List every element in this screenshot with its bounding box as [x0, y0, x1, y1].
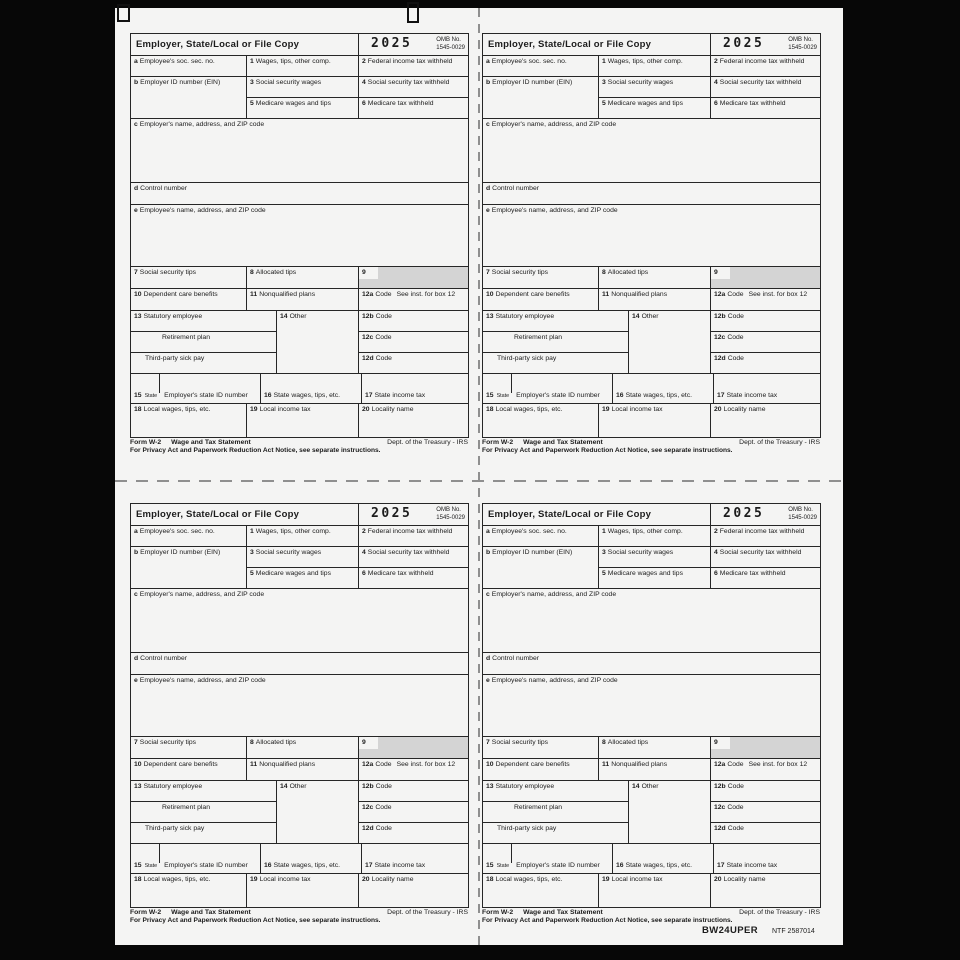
box-9-label-chip: 9: [711, 737, 730, 749]
box-c-employer-address: c Employer's name, address, and ZIP code: [130, 118, 468, 182]
copy-title: [482, 33, 710, 55]
box-10-dependent-care: 10 Dependent care benefits: [482, 758, 598, 780]
treasury-credit: Dept. of the Treasury - IRS: [739, 439, 820, 446]
box-13-statutory-employee: 13 Statutory employee: [130, 310, 276, 331]
w2-form: [130, 503, 468, 927]
box-15-state-id: 15 State Employer's state ID number: [482, 843, 612, 873]
tax-year: 2025: [371, 506, 413, 522]
box-5-medicare-wages: 5 Medicare wages and tips: [598, 567, 710, 588]
ntf-number: NTF 2587014: [772, 928, 815, 935]
box-12b-code: 12b Code: [710, 310, 820, 331]
box-15-state-divider: [511, 843, 512, 863]
box-12c-code: 12c Code: [710, 331, 820, 352]
box-14-other: 14 Other: [276, 310, 358, 373]
box-15-state-divider: [159, 843, 160, 863]
box-14-other: 14 Other: [628, 780, 710, 843]
box-12d-code: 12d Code: [358, 822, 468, 843]
box-15-state-divider: [159, 373, 160, 393]
box-12b-code: 12b Code: [710, 780, 820, 801]
box-e-employee-address: e Employee's name, address, and ZIP code: [130, 674, 468, 736]
omb-number: [436, 507, 465, 521]
box-4-ss-tax: 4 Social security tax withheld: [358, 546, 468, 567]
form-statement-title: Wage and Tax Statement: [523, 439, 603, 446]
box-14-other: 14 Other: [628, 310, 710, 373]
w2-copy-top-right: [482, 33, 820, 457]
w2-form-grid: [130, 503, 469, 908]
form-footer: [482, 439, 820, 454]
year-omb-cell: [358, 503, 468, 525]
box-12d-code: 12d Code: [710, 822, 820, 843]
registration-mark-icon: [117, 4, 130, 22]
box-18-local-wages: 18 Local wages, tips, etc.: [482, 403, 598, 437]
w2-copy-bottom-right: [482, 503, 820, 927]
box-20-locality-name: 20 Locality name: [358, 403, 468, 437]
box-1-wages: 1 Wages, tips, other comp.: [246, 525, 358, 546]
omb-label: OMB No.: [788, 507, 813, 514]
box-19-local-income-tax: 19 Local income tax: [246, 873, 358, 907]
box-6-medicare-tax: 6 Medicare tax withheld: [710, 567, 820, 588]
form-footer: [130, 909, 468, 924]
box-3-ss-wages: 3 Social security wages: [598, 76, 710, 97]
box-14-other: 14 Other: [276, 780, 358, 843]
box-15-state-id: 15 State Employer's state ID number: [130, 373, 260, 403]
box-12b-code: 12b Code: [358, 780, 468, 801]
copy-title-text: Employer, State/Local or File Copy: [488, 509, 652, 520]
box-12a-code: 12a Code See inst. for box 12: [710, 288, 820, 310]
box-17-state-income-tax: 17 State income tax: [361, 373, 468, 403]
box-13-third-party-sick-pay: Third-party sick pay: [130, 352, 276, 373]
omb-number: [436, 37, 465, 51]
w2-form: [482, 33, 820, 457]
box-a-ssn: a Employee's soc. sec. no.: [482, 55, 598, 76]
box-4-ss-tax: 4 Social security tax withheld: [710, 76, 820, 97]
box-19-local-income-tax: 19 Local income tax: [246, 403, 358, 437]
form-number: Form W-2: [130, 439, 162, 446]
copy-title-text: Employer, State/Local or File Copy: [488, 39, 652, 50]
box-8-allocated-tips: 8 Allocated tips: [598, 736, 710, 758]
box-d-control-number: d Control number: [130, 652, 468, 674]
box-e-employee-address: e Employee's name, address, and ZIP code: [482, 674, 820, 736]
w2-form-grid: [482, 503, 821, 908]
box-9-shaded: [358, 736, 468, 758]
box-18-local-wages: 18 Local wages, tips, etc.: [130, 873, 246, 907]
box-8-allocated-tips: 8 Allocated tips: [598, 266, 710, 288]
form-product-code: BW24UPER: [702, 925, 758, 936]
vertical-perforation-line: [478, 8, 480, 945]
box-13-third-party-sick-pay: Third-party sick pay: [130, 822, 276, 843]
year-omb-cell: [710, 503, 820, 525]
box-16-state-wages: 16 State wages, tips, etc.: [260, 373, 361, 403]
box-2-federal-tax: 2 Federal income tax withheld: [358, 525, 468, 546]
copy-title-text: Employer, State/Local or File Copy: [136, 509, 300, 520]
form-statement-title: Wage and Tax Statement: [523, 909, 603, 916]
box-3-ss-wages: 3 Social security wages: [246, 76, 358, 97]
box-8-allocated-tips: 8 Allocated tips: [246, 736, 358, 758]
treasury-credit: Dept. of the Treasury - IRS: [387, 439, 468, 446]
box-4-ss-tax: 4 Social security tax withheld: [710, 546, 820, 567]
treasury-credit: Dept. of the Treasury - IRS: [739, 909, 820, 916]
box-8-allocated-tips: 8 Allocated tips: [246, 266, 358, 288]
box-7-ss-tips: 7 Social security tips: [130, 736, 246, 758]
box-c-employer-address: c Employer's name, address, and ZIP code: [482, 118, 820, 182]
box-a-ssn: a Employee's soc. sec. no.: [130, 55, 246, 76]
box-12c-code: 12c Code: [358, 801, 468, 822]
box-d-control-number: d Control number: [482, 652, 820, 674]
box-c-employer-address: c Employer's name, address, and ZIP code: [130, 588, 468, 652]
privacy-act-notice: For Privacy Act and Paperwork Reduction Act Notice, see separate instructions.: [130, 447, 381, 454]
box-d-control-number: d Control number: [130, 182, 468, 204]
omb-value: 1545-0029: [788, 514, 817, 521]
box-13-statutory-employee: 13 Statutory employee: [482, 310, 628, 331]
box-9-shaded: [710, 266, 820, 288]
box-17-state-income-tax: 17 State income tax: [713, 843, 820, 873]
box-18-local-wages: 18 Local wages, tips, etc.: [130, 403, 246, 437]
box-10-dependent-care: 10 Dependent care benefits: [482, 288, 598, 310]
box-1-wages: 1 Wages, tips, other comp.: [598, 525, 710, 546]
box-9-shaded: [358, 266, 468, 288]
omb-value: 1545-0029: [788, 44, 817, 51]
box-5-medicare-wages: 5 Medicare wages and tips: [246, 97, 358, 118]
box-12b-code: 12b Code: [358, 310, 468, 331]
omb-label: OMB No.: [788, 37, 813, 44]
tax-year: 2025: [723, 506, 765, 522]
box-4-ss-tax: 4 Social security tax withheld: [358, 76, 468, 97]
box-13-statutory-employee: 13 Statutory employee: [482, 780, 628, 801]
box-19-local-income-tax: 19 Local income tax: [598, 403, 710, 437]
form-footer: [482, 909, 820, 924]
box-5-medicare-wages: 5 Medicare wages and tips: [598, 97, 710, 118]
copy-title: [130, 503, 358, 525]
box-12c-code: 12c Code: [358, 331, 468, 352]
box-15-state-id: 15 State Employer's state ID number: [130, 843, 260, 873]
box-17-state-income-tax: 17 State income tax: [361, 843, 468, 873]
box-17-state-income-tax: 17 State income tax: [713, 373, 820, 403]
box-12a-code: 12a Code See inst. for box 12: [358, 758, 468, 780]
form-number: Form W-2: [482, 909, 514, 916]
omb-number: [788, 37, 817, 51]
box-13-retirement-plan: Retirement plan: [482, 331, 628, 352]
box-d-control-number: d Control number: [482, 182, 820, 204]
w2-form: [482, 503, 820, 927]
form-footer: [130, 439, 468, 454]
box-16-state-wages: 16 State wages, tips, etc.: [260, 843, 361, 873]
box-6-medicare-tax: 6 Medicare tax withheld: [710, 97, 820, 118]
box-9-shaded: [710, 736, 820, 758]
box-e-employee-address: e Employee's name, address, and ZIP code: [130, 204, 468, 266]
horizontal-perforation-line: [115, 480, 843, 482]
box-3-ss-wages: 3 Social security wages: [598, 546, 710, 567]
copy-title: [130, 33, 358, 55]
box-12d-code: 12d Code: [358, 352, 468, 373]
box-b-ein: b Employer ID number (EIN): [130, 546, 246, 588]
omb-value: 1545-0029: [436, 44, 465, 51]
w2-form-grid: [130, 33, 469, 438]
box-a-ssn: a Employee's soc. sec. no.: [130, 525, 246, 546]
box-20-locality-name: 20 Locality name: [710, 873, 820, 907]
treasury-credit: Dept. of the Treasury - IRS: [387, 909, 468, 916]
form-number: Form W-2: [482, 439, 514, 446]
box-7-ss-tips: 7 Social security tips: [130, 266, 246, 288]
box-15-state-id: 15 State Employer's state ID number: [482, 373, 612, 403]
box-11-nonqualified-plans: 11 Nonqualified plans: [598, 758, 710, 780]
w2-4up-sheet: [115, 8, 843, 945]
privacy-act-notice: For Privacy Act and Paperwork Reduction Act Notice, see separate instructions.: [130, 917, 381, 924]
box-3-ss-wages: 3 Social security wages: [246, 546, 358, 567]
box-13-retirement-plan: Retirement plan: [130, 801, 276, 822]
box-6-medicare-tax: 6 Medicare tax withheld: [358, 97, 468, 118]
box-19-local-income-tax: 19 Local income tax: [598, 873, 710, 907]
omb-label: OMB No.: [436, 507, 461, 514]
box-2-federal-tax: 2 Federal income tax withheld: [710, 525, 820, 546]
box-13-third-party-sick-pay: Third-party sick pay: [482, 822, 628, 843]
box-9-label-chip: 9: [711, 267, 730, 279]
box-13-third-party-sick-pay: Third-party sick pay: [482, 352, 628, 373]
form-number: Form W-2: [130, 909, 162, 916]
box-2-federal-tax: 2 Federal income tax withheld: [358, 55, 468, 76]
box-16-state-wages: 16 State wages, tips, etc.: [612, 843, 713, 873]
omb-value: 1545-0029: [436, 514, 465, 521]
year-omb-cell: [358, 33, 468, 55]
registration-mark-icon: [407, 2, 419, 23]
box-1-wages: 1 Wages, tips, other comp.: [598, 55, 710, 76]
box-9-label-chip: 9: [359, 267, 378, 279]
privacy-act-notice: For Privacy Act and Paperwork Reduction Act Notice, see separate instructions.: [482, 917, 733, 924]
form-statement-title: Wage and Tax Statement: [171, 909, 251, 916]
box-6-medicare-tax: 6 Medicare tax withheld: [358, 567, 468, 588]
year-omb-cell: [710, 33, 820, 55]
box-2-federal-tax: 2 Federal income tax withheld: [710, 55, 820, 76]
box-b-ein: b Employer ID number (EIN): [482, 546, 598, 588]
box-b-ein: b Employer ID number (EIN): [482, 76, 598, 118]
box-20-locality-name: 20 Locality name: [710, 403, 820, 437]
box-15-state-divider: [511, 373, 512, 393]
box-16-state-wages: 16 State wages, tips, etc.: [612, 373, 713, 403]
tax-year: 2025: [723, 36, 765, 52]
box-10-dependent-care: 10 Dependent care benefits: [130, 288, 246, 310]
box-11-nonqualified-plans: 11 Nonqualified plans: [598, 288, 710, 310]
box-12c-code: 12c Code: [710, 801, 820, 822]
box-13-statutory-employee: 13 Statutory employee: [130, 780, 276, 801]
box-a-ssn: a Employee's soc. sec. no.: [482, 525, 598, 546]
w2-form-grid: [482, 33, 821, 438]
w2-copy-bottom-left: [130, 503, 468, 927]
box-11-nonqualified-plans: 11 Nonqualified plans: [246, 288, 358, 310]
box-c-employer-address: c Employer's name, address, and ZIP code: [482, 588, 820, 652]
box-20-locality-name: 20 Locality name: [358, 873, 468, 907]
box-b-ein: b Employer ID number (EIN): [130, 76, 246, 118]
privacy-act-notice: For Privacy Act and Paperwork Reduction Act Notice, see separate instructions.: [482, 447, 733, 454]
box-13-retirement-plan: Retirement plan: [130, 331, 276, 352]
box-7-ss-tips: 7 Social security tips: [482, 736, 598, 758]
box-11-nonqualified-plans: 11 Nonqualified plans: [246, 758, 358, 780]
box-9-label-chip: 9: [359, 737, 378, 749]
w2-copy-top-left: [130, 33, 468, 457]
box-5-medicare-wages: 5 Medicare wages and tips: [246, 567, 358, 588]
omb-label: OMB No.: [436, 37, 461, 44]
box-12a-code: 12a Code See inst. for box 12: [358, 288, 468, 310]
box-12a-code: 12a Code See inst. for box 12: [710, 758, 820, 780]
form-statement-title: Wage and Tax Statement: [171, 439, 251, 446]
omb-number: [788, 507, 817, 521]
box-1-wages: 1 Wages, tips, other comp.: [246, 55, 358, 76]
box-13-retirement-plan: Retirement plan: [482, 801, 628, 822]
copy-title: [482, 503, 710, 525]
copy-title-text: Employer, State/Local or File Copy: [136, 39, 300, 50]
box-18-local-wages: 18 Local wages, tips, etc.: [482, 873, 598, 907]
box-7-ss-tips: 7 Social security tips: [482, 266, 598, 288]
box-e-employee-address: e Employee's name, address, and ZIP code: [482, 204, 820, 266]
box-10-dependent-care: 10 Dependent care benefits: [130, 758, 246, 780]
w2-form: [130, 33, 468, 457]
box-12d-code: 12d Code: [710, 352, 820, 373]
tax-year: 2025: [371, 36, 413, 52]
